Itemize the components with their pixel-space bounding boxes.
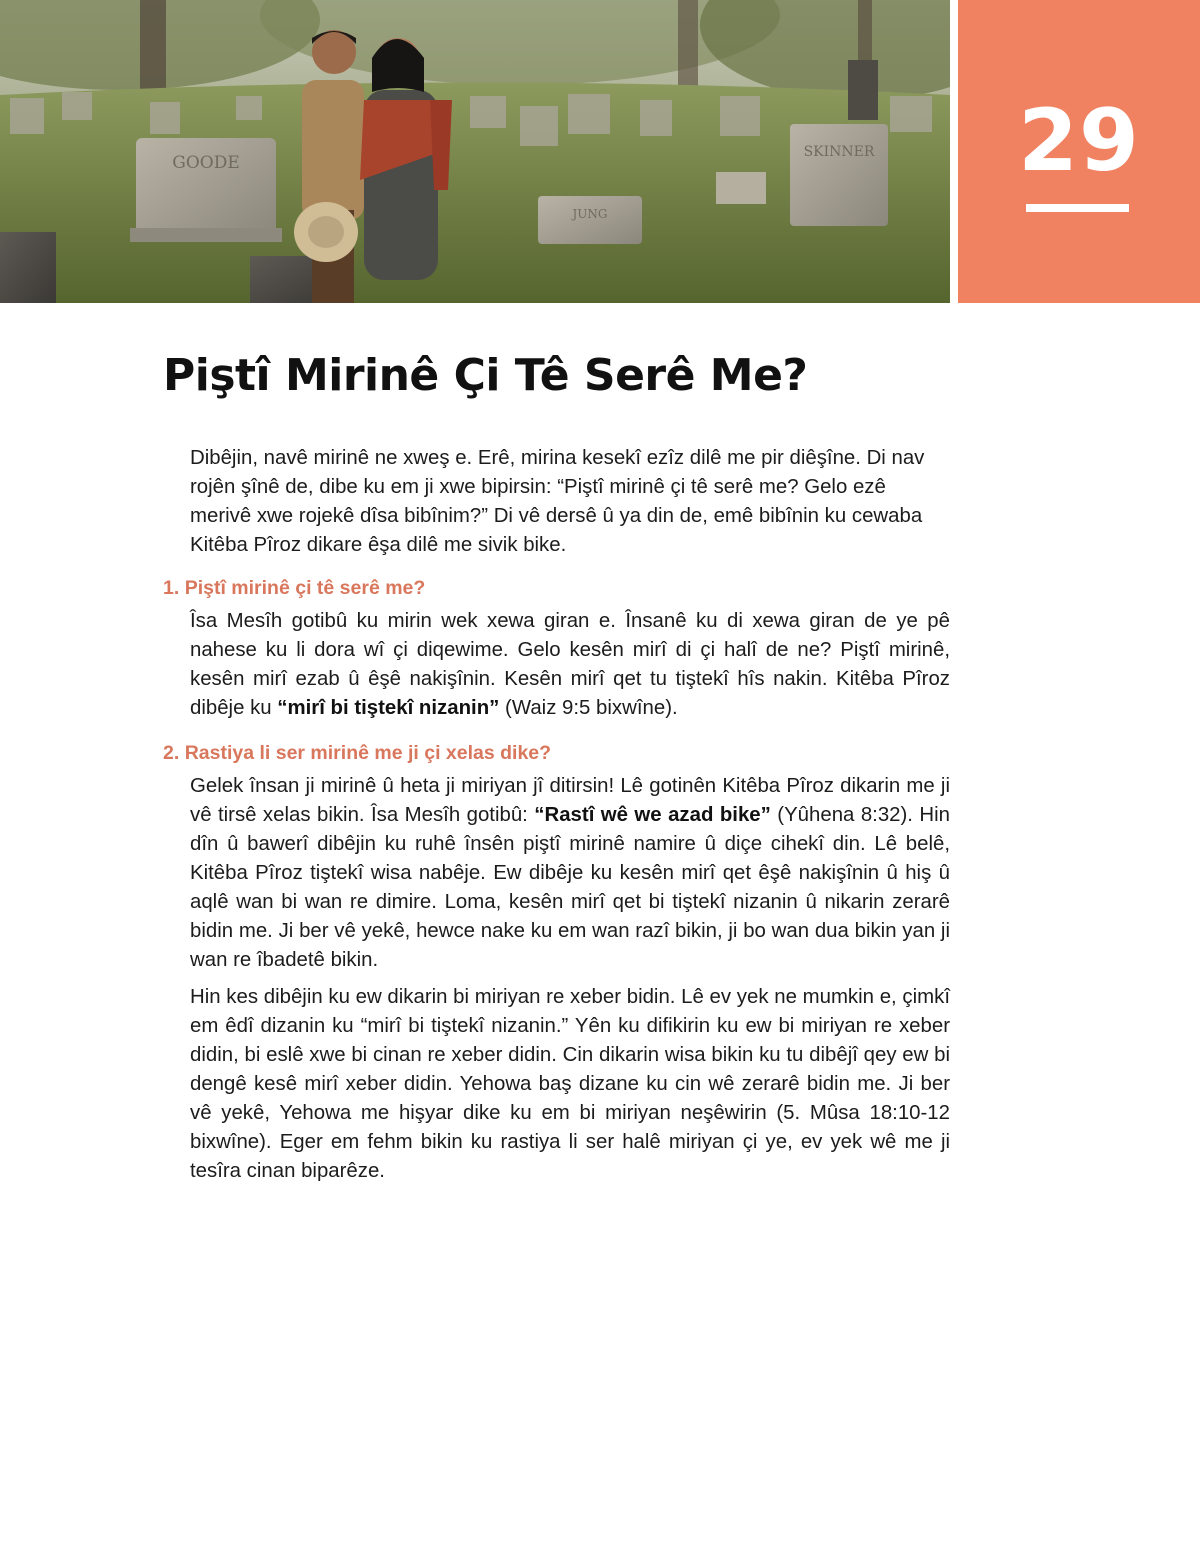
chapter-number: 29: [1018, 91, 1140, 191]
section-1-scripture-quote: “mirî bi tiştekî nizanin”: [277, 697, 500, 719]
chapter-underline: [1026, 204, 1129, 212]
section-2-paragraph-2: Hin kes dibêjin ku ew dikarin bi miriyan re xeber bidin. Lê ev yek ne mumkin e, çimkî em êdî dizanin ku “mirî bi tiştekî nizanin.” Yên ku difikirin ku ew bi miriyan re xeber didin, bi eslê xwe bi cinan re xeber didin. Cin dikarin wisa bikin ku tu dibêjî qey ew bi dengê kesê mirî xeber didin. Yehowa baş dizane ku cin wê zerarê bidin me. Ji ber vê yekê, Yehowa me hişyar dike ku em bi miriyan neşêwirin (5. Mûsa 18:10-12 bixwîne). Eger em fehm bikin ku rastiya li ser halê miriyan çi ye, ev yek wê me ji tesîra cinan biparêze.: [190, 986, 950, 1182]
section-2-scripture-quote: “Rastî wê we azad bike”: [534, 804, 771, 826]
intro-paragraph: Dibêjin, navê mirinê ne xweş e. Erê, mirina kesekî ezîz dilê me pir diêşîne. Di nav rojên şînê de, dibe ku em ji xwe bipirsin: “Piştî mirinê çi tê serê me? Gelo ezê merivê xwe rojekê dîsa bibînim?” Di vê dersê û ya din de, emê bibînin ku cewaba Kitêba Pîroz dikare êşa dilê me sivik bike.: [190, 447, 925, 556]
goode-inscription: GOODE: [172, 153, 240, 173]
section-2-text-end: (Yûhena 8:32). Hin dîn û bawerî dibêjin ku ruhê însên piştî mirinê namire û diçe cihekî din. Lê belê, Kitêba Pîroz tiştekî wisa nabêje. Ew dibêje ku kesên mirî qet êşê nakişînin û hiş û aqlê wan bi wan re dimire. Loma, kesên mirî qet bi tiştekî nizanin û nikarin zerarê bidin me. Ji ber vê yekê, hewce nake ku em wan razî bikin, ji bo wan dua bikin yan ji wan re îbadetê bikin.: [190, 804, 950, 971]
cemetery-illustration: [0, 0, 950, 303]
section-1-question: Piştî mirinê çi tê serê me?: [184, 577, 426, 599]
section-2-question: Rastiya li ser mirinê me ji çi xelas dike?: [184, 742, 552, 764]
skinner-inscription: SKINNER: [803, 144, 875, 160]
section-2: [163, 739, 950, 1186]
lesson-title: Piştî Mirinê Çi Tê Serê Me?: [163, 350, 808, 401]
lesson-content: [163, 444, 950, 1186]
section-1-reference: (Waiz 9:5 bixwîne).: [499, 697, 678, 719]
section-1-number: 1.: [163, 577, 180, 599]
section-1-heading: [163, 574, 950, 603]
section-2-paragraph-1: [190, 772, 950, 975]
section-2-number: 2.: [163, 742, 180, 764]
chapter-badge: [958, 0, 1200, 303]
section-2-heading: [163, 739, 950, 768]
section-2-text-start: Gelek însan ji mirinê û heta ji miriyan jî ditirsin! Lê gotinên Kitêba Pîroz dikarin me ji vê tirsê xelas bikin. Îsa Mesîh gotibû:: [190, 775, 950, 826]
section-1: [163, 574, 950, 723]
jung-inscription: JUNG: [572, 207, 608, 221]
section-1-text: Îsa Mesîh gotibû ku mirin wek xewa giran e. Însanê ku di xewa giran de ye pê nahese ku li dora wî çi diqewime. Gelo kesên mirî di çi halî de ne? Piştî mirinê, kesên mirî ezab û êşê nakişînin. Kesên mirî qet tu tiştekî hîs nakin. Kitêba Pîroz dibêje ku: [190, 610, 950, 719]
section-1-paragraph: [190, 607, 950, 723]
hero-photo: [0, 0, 950, 303]
